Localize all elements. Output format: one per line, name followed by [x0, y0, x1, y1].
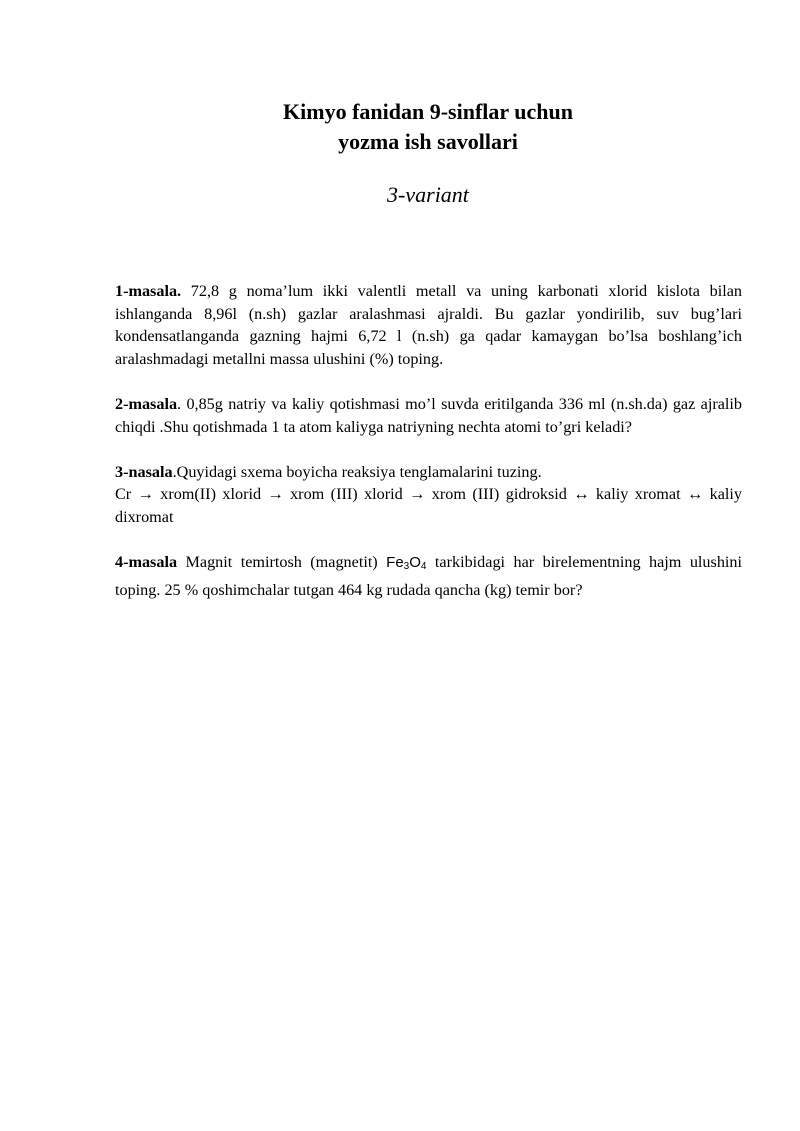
task-1 — [115, 280, 742, 370]
task-4-label: 4-masala — [115, 553, 178, 572]
task-4-text-before: Magnit temirtosh (magnetit) — [177, 553, 387, 572]
task-list — [115, 280, 742, 624]
formula-fe-subscript: 3 — [403, 561, 410, 573]
task-3 — [115, 461, 742, 529]
variant-heading: 3-variant — [387, 182, 469, 207]
document-title — [0, 97, 800, 157]
title-line-2: yozma ish savollari — [338, 129, 518, 154]
task-3-label: 3-nasala — [115, 462, 173, 481]
formula-fe: Fe — [386, 554, 404, 572]
title-line-1: Kimyo fanidan 9-sinflar uchun — [283, 99, 573, 124]
magnetite-formula — [386, 554, 426, 571]
task-2-label: 2-masala — [115, 394, 178, 413]
formula-o: O — [409, 554, 421, 572]
formula-o-subscript: 4 — [420, 561, 427, 573]
task-2-text: . 0,85g natriy va kaliy qotishmasi mo’l suvda eritilganda 336 ml (n.sh.da) gaz ajralib chiqdi .Shu qotishmada 1 ta atom kaliyga natriyning nechta atomi to’gri keladi? — [115, 394, 742, 436]
task-3-text: .Quyidagi sxema boyicha reaksiya tenglamalarini tuzing. — [172, 462, 542, 481]
task-1-text: 72,8 g noma’lum ikki valentli metall va uning karbonati xlorid kislota bilan ishlanganda 8,96l (n.sh) gazlar aralashmasi ajraldi. Bu gazlar yondirilib, suv bug’lari kondensatlanganda gazning hajmi 6,72 l (n.sh) ga qadar kamaygan bo’lsa boshlang’ich aralashmadagi metallni massa ulushini (%) toping. — [115, 282, 742, 368]
reaction-scheme: Cr → xrom(II) xlorid → xrom (III) xlorid → xrom (III) gidroksid ↔ kaliy xromat ↔ kaliy dixromat — [115, 485, 742, 526]
task-4-text-after: tarkibidagi har birelementning hajm ulushini toping. 25 % qoshimchalar tutgan 464 kg rudada qancha (kg) temir bor? — [115, 553, 743, 599]
task-4 — [115, 551, 742, 601]
task-2 — [115, 393, 742, 438]
task-1-label: 1-masala. — [115, 282, 182, 300]
